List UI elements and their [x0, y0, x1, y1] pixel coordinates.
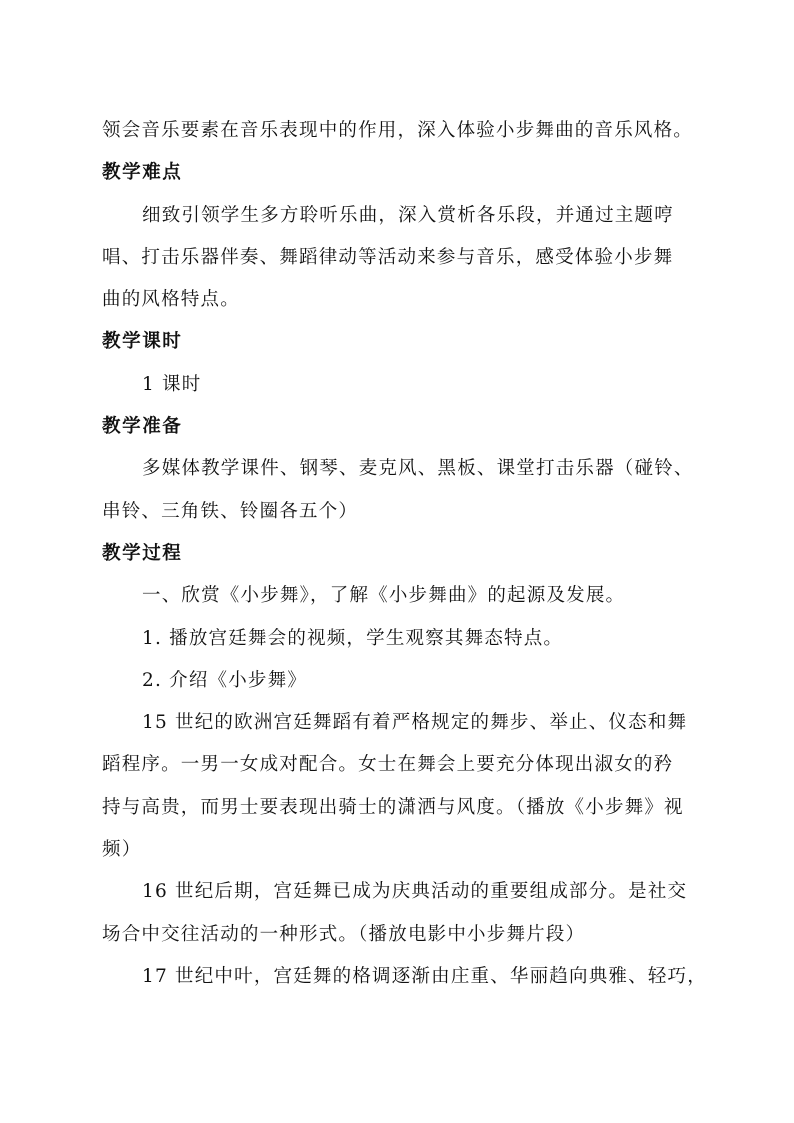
section-heading-preparation: 教学准备 — [102, 416, 183, 438]
paragraph-line: 1. 播放宫廷舞会的视频，学生观察其舞态特点。 — [142, 627, 564, 649]
paragraph-line: 一、欣赏《小步舞》，了解《小步舞曲》的起源及发展。 — [142, 585, 626, 607]
paragraph-line: 1 课时 — [142, 373, 202, 395]
paragraph-line: 15 世纪的欧洲宫廷舞蹈有着严格规定的舞步、举止、仪态和舞 — [142, 712, 688, 734]
paragraph-line: 16 世纪后期，宫廷舞已成为庆典活动的重要组成部分。是社交 — [142, 881, 688, 903]
paragraph-line: 频） — [102, 839, 142, 861]
paragraph-line: 蹈程序。一男一女成对配合。女士在舞会上要充分体现出淑女的矜 — [102, 754, 674, 776]
section-heading-teaching-difficulty: 教学难点 — [102, 162, 183, 184]
paragraph-line: 17 世纪中叶，宫廷舞的格调逐渐由庄重、华丽趋向典雅、轻巧， — [142, 965, 707, 987]
paragraph-line: 场合中交往活动的一种形式。（播放电影中小步舞片段） — [102, 923, 586, 945]
section-heading-process: 教学过程 — [102, 542, 183, 564]
paragraph-line: 串铃、三角铁、铃圈各五个） — [102, 500, 359, 522]
paragraph-line: 领会音乐要素在音乐表现中的作用，深入体验小步舞曲的音乐风格。 — [102, 120, 694, 141]
paragraph-line: 细致引领学生多方聆听乐曲，深入赏析各乐段，并通过主题哼 — [142, 204, 674, 226]
section-heading-class-hours: 教学课时 — [102, 331, 183, 353]
paragraph-line: 曲的风格特点。 — [102, 289, 240, 311]
paragraph-line: 唱、打击乐器伴奏、舞蹈律动等活动来参与音乐，感受体验小步舞 — [102, 246, 674, 268]
paragraph-line: 多媒体教学课件、钢琴、麦克风、黑板、课堂打击乐器（碰铃、 — [142, 458, 694, 480]
paragraph-line: 持与高贵，而男士要表现出骑士的潇洒与风度。（播放《小步舞》视 — [102, 796, 684, 818]
document-page — [102, 110, 707, 998]
paragraph-line: 2. 介绍《小步舞》 — [142, 669, 308, 691]
